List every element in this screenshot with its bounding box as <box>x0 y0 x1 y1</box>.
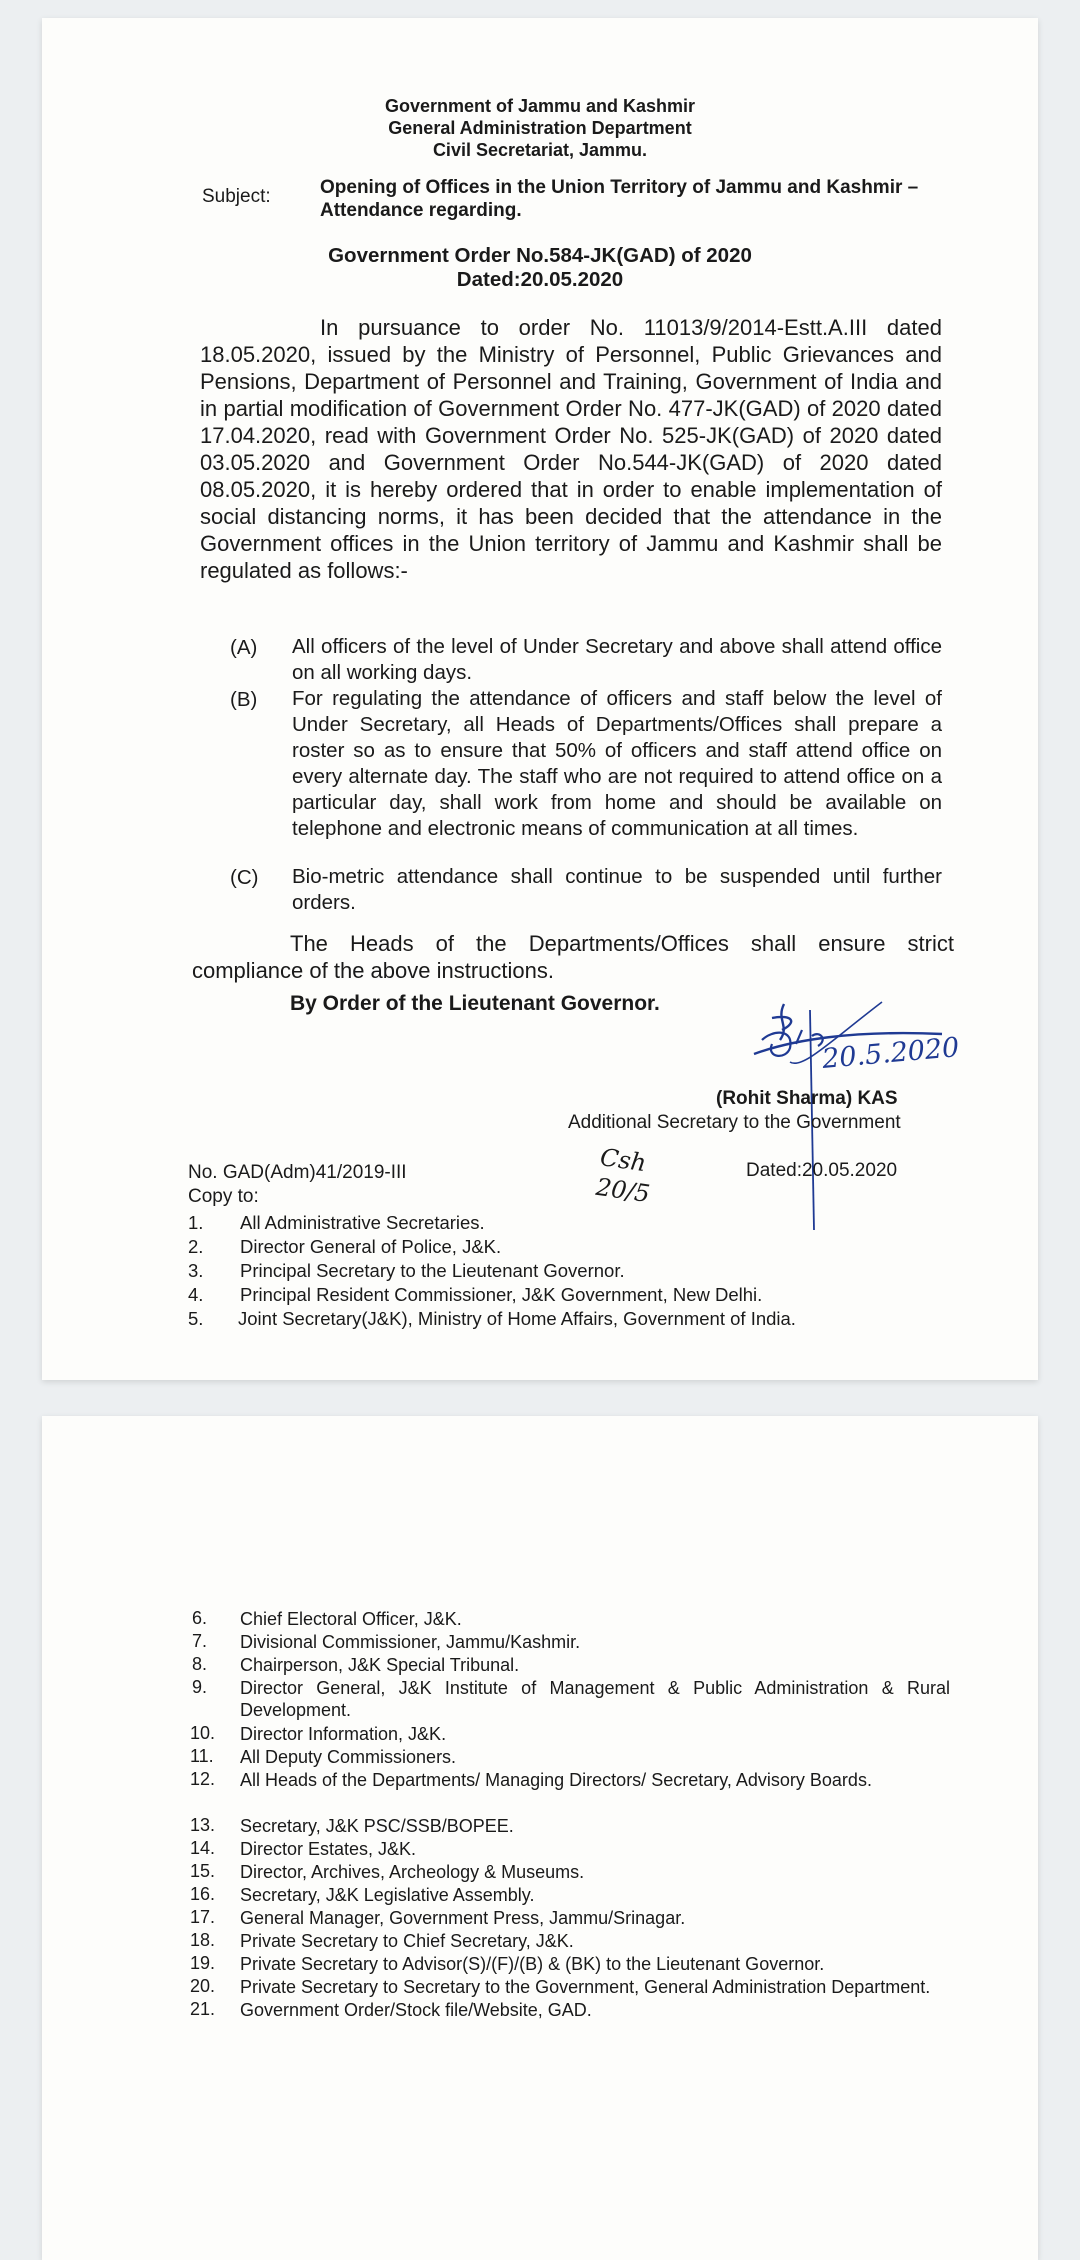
list-item: General Manager, Government Press, Jammu/Srinagar. <box>240 1908 686 1928</box>
list-item-number: 15. <box>190 1861 216 1881</box>
list-item-number: 13. <box>190 1815 216 1835</box>
list-item: Director General, J&K Institute of Management & Public Administration & Rural Development. <box>240 1678 950 1720</box>
closing-paragraph: The Heads of the Departments/Offices shall ensure strict compliance of the above instructions. <box>192 931 954 983</box>
list-item: Chief Electoral Officer, J&K. <box>240 1609 462 1629</box>
list-item-number: 8. <box>192 1654 208 1674</box>
list-item-number: 16. <box>190 1884 216 1904</box>
subject-text: Opening of Offices in the Union Territory of Jammu and Kashmir – Attendance regarding. <box>320 177 919 221</box>
list-item: Chairperson, J&K Special Tribunal. <box>240 1655 520 1675</box>
list-item-number: 20. <box>190 1976 216 1996</box>
reference-date: Dated:20.05.2020 <box>746 1160 898 1181</box>
list-item-number: 17. <box>190 1907 216 1927</box>
list-item: All Deputy Commissioners. <box>240 1747 457 1767</box>
list-item-number: 6. <box>192 1608 208 1628</box>
list-item-number: 14. <box>190 1838 216 1858</box>
copy-to-label: Copy to: <box>188 1186 259 1207</box>
list-item: Principal Resident Commissioner, J&K Government, New Delhi. <box>240 1284 763 1305</box>
list-item-number: 3. <box>188 1260 204 1281</box>
list-item-number: 21. <box>190 1999 216 2019</box>
document-page-2 <box>42 1416 1038 2260</box>
list-item-number: 19. <box>190 1953 216 1973</box>
signatory-name: (Rohit Sharma) KAS <box>716 1088 898 1109</box>
header-line-government: Government of Jammu and Kashmir <box>384 96 696 116</box>
list-item-number: 12. <box>190 1769 216 1789</box>
list-item: Director General of Police, J&K. <box>240 1236 502 1257</box>
list-item-letter: (B) <box>230 688 258 711</box>
list-item-text: All officers of the level of Under Secretary and above shall attend office on all working days. <box>292 635 942 684</box>
list-item: Secretary, J&K PSC/SSB/BOPEE. <box>240 1816 514 1836</box>
handwritten-initials: Csh 20/5 <box>594 1143 652 1209</box>
list-item: Principal Secretary to the Lieutenant Governor. <box>240 1260 625 1281</box>
reference-number: No. GAD(Adm)41/2019-III <box>188 1162 407 1183</box>
document-page-1 <box>42 18 1038 1380</box>
header-line-secretariat: Civil Secretariat, Jammu. <box>432 140 648 160</box>
list-item-text: Bio-metric attendance shall continue to be suspended until further orders. <box>292 865 942 914</box>
by-order-line: By Order of the Lieutenant Governor. <box>290 992 660 1015</box>
list-item-number: 10. <box>190 1723 216 1743</box>
list-item: Director Information, J&K. <box>240 1724 447 1744</box>
list-item: Private Secretary to Chief Secretary, J&K. <box>240 1931 574 1951</box>
list-item: Government Order/Stock file/Website, GAD. <box>240 2000 592 2020</box>
list-item: Divisional Commissioner, Jammu/Kashmir. <box>240 1632 581 1652</box>
subject-label: Subject: <box>202 186 271 207</box>
list-item: All Heads of the Departments/ Managing Directors/ Secretary, Advisory Boards. <box>240 1770 872 1790</box>
handwritten-signature <box>732 1000 1022 1220</box>
list-item-number: 18. <box>190 1930 216 1950</box>
list-item-letter: (A) <box>230 636 258 659</box>
list-item: Secretary, J&K Legislative Assembly. <box>240 1885 535 1905</box>
handwritten-date: 20.5.2020 <box>820 1032 961 1075</box>
signatory-title: Additional Secretary to the Government <box>568 1112 901 1133</box>
list-item-number: 2. <box>188 1236 204 1257</box>
list-item-number: 7. <box>192 1631 208 1651</box>
list-item: Joint Secretary(J&K), Ministry of Home Affairs, Government of India. <box>238 1308 796 1329</box>
list-item: All Administrative Secretaries. <box>240 1212 485 1233</box>
list-item-number: 1. <box>188 1212 204 1233</box>
body-paragraph: In pursuance to order No. 11013/9/2014-Estt.A.III dated 18.05.2020, issued by the Ministry of Personnel, Public Grievances and Pensions, Department of Personnel and Training, Government of India and in partial modification of Government Order No. 477-JK(GAD) of 2020 dated 17.04.2020, read with Government Order No. 525-JK(GAD) of 2020 dated 03.05.2020 and Government Order No.544-JK(GAD) of 2020 dated 08.05.2020, it is hereby ordered that in order to enable implementation of social distancing norms, it has been decided that the attendance in the Government offices in the Union territory of Jammu and Kashmir shall be regulated as follows:- <box>200 315 942 583</box>
list-item-number: 9. <box>192 1677 208 1697</box>
list-item: Director Estates, J&K. <box>240 1839 417 1859</box>
list-item-text: For regulating the attendance of officers and staff below the level of Under Secretary, all Heads of Departments/Offices shall prepare a roster so as to ensure that 50% of officers and staff attend office on every alternate day. The staff who are not required to attend office on a particular day, shall work from home and should be available on telephone and electronic means of communication at all times. <box>292 687 942 840</box>
list-item-letter: (C) <box>230 866 259 889</box>
order-date: Dated:20.05.2020 <box>456 268 624 291</box>
list-item-number: 5. <box>188 1308 204 1329</box>
list-item: Private Secretary to Secretary to the Government, General Administration Department. <box>240 1977 931 1997</box>
list-item: Private Secretary to Advisor(S)/(F)/(B) & (BK) to the Lieutenant Governor. <box>240 1954 825 1974</box>
order-title: Government Order No.584-JK(GAD) of 2020 <box>328 244 752 267</box>
list-item-number: 4. <box>188 1284 204 1305</box>
list-item-number: 11. <box>190 1746 214 1766</box>
header-line-department: General Administration Department <box>388 118 692 138</box>
list-item: Director, Archives, Archeology & Museums. <box>240 1862 585 1882</box>
